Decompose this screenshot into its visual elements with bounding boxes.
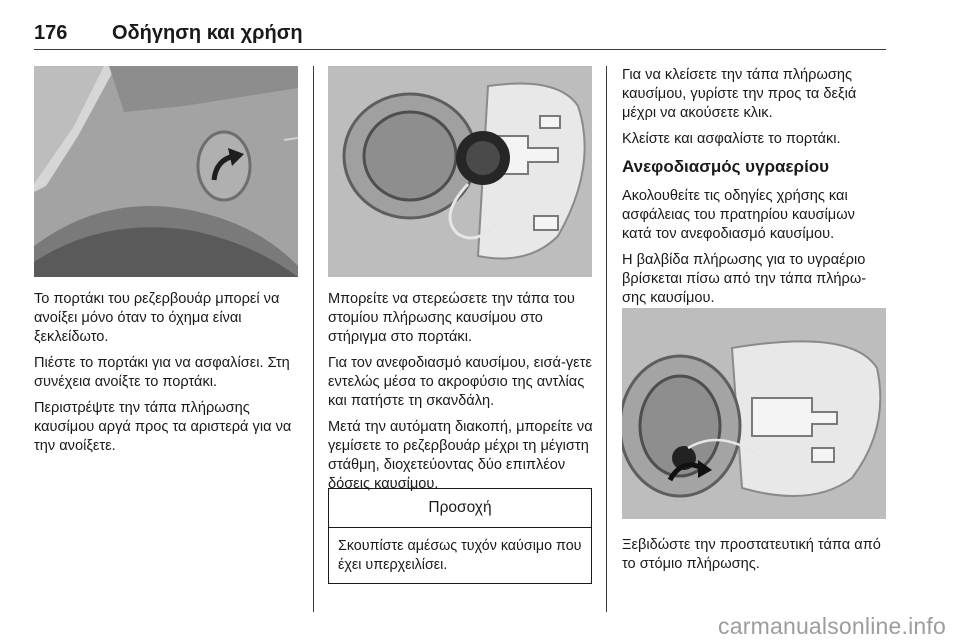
paragraph: Η βαλβίδα πλήρωσης για το υγραέριο βρίσκεται πίσω από την τάπα πλήρω-σης καυσίμου. — [622, 252, 867, 306]
paragraph: Το πορτάκι του ρεζερβουάρ μπορεί να ανοίξει μόνο όταν το όχημα είναι ξεκλείδωτο. — [34, 291, 280, 345]
paragraph: Για τον ανεφοδιασμό καυσίμου, εισά-γετε εντελώς μέσα το ακροφύσιο της αντλίας και πατήστε τη σκανδάλη. — [328, 355, 592, 409]
header-rule — [34, 49, 886, 50]
paragraph: Περιστρέψτε την τάπα πλήρωσης καυσίμου αργά προς τα αριστερά για να την ανοίξετε. — [34, 400, 292, 454]
section-heading: Ανεφοδιασμός υγραερίου — [622, 157, 830, 176]
paragraph: Κλείστε και ασφαλίστε το πορτάκι. — [622, 131, 841, 147]
caution-box — [328, 488, 592, 584]
paragraph: Για να κλείσετε την τάπα πλήρωσης καυσίμου, γυρίστε την προς τα δεξιά μέχρι να ακούσετε κλικ. — [622, 67, 857, 121]
illustration-lpg-valve — [622, 308, 886, 519]
paragraph: Ακολουθείτε τις οδηγίες χρήσης και ασφάλειας του πρατηρίου καυσίμων κατά τον ανεφοδιασμό καυσίμου. — [622, 188, 855, 242]
column-3-text — [622, 66, 888, 315]
illustration-fuel-cap-holder — [328, 66, 592, 277]
watermark-text: carmanualsonline.info — [718, 613, 946, 639]
caution-text: Σκουπίστε αμέσως τυχόν καύσιμο που έχει υπερχειλίσει. — [338, 538, 582, 573]
paragraph: Πιέστε το πορτάκι για να ασφαλίσει. Στη συνέχεια ανοίξτε το πορτάκι. — [34, 355, 290, 390]
illustration-fuel-door-car — [34, 66, 298, 277]
column-3-lower-text — [622, 536, 888, 581]
paragraph: Μπορείτε να στερεώσετε την τάπα του στομίου πλήρωσης καυσίμου στο στήριγμα στο πορτάκι. — [328, 291, 575, 345]
paragraph: Μετά την αυτόματη διακοπή, μπορείτε να γεμίσετε το ρεζερβουάρ μέχρι τη μέγιστη στάθμη, διοχετεύοντας δύο επιπλέον δόσεις καυσίμου. — [328, 419, 593, 492]
column-2-text — [328, 290, 594, 501]
page-header — [34, 22, 303, 45]
paragraph: Ξεβιδώστε την προστατευτική τάπα από το στόμιο πλήρωσης. — [622, 537, 881, 572]
section-title: Οδήγηση και χρήση — [112, 22, 303, 44]
column-1-text — [34, 290, 300, 463]
column-divider-2 — [606, 66, 607, 612]
page-number: 176 — [34, 22, 68, 44]
caution-title: Προσοχή — [329, 489, 591, 528]
column-divider-1 — [313, 66, 314, 612]
